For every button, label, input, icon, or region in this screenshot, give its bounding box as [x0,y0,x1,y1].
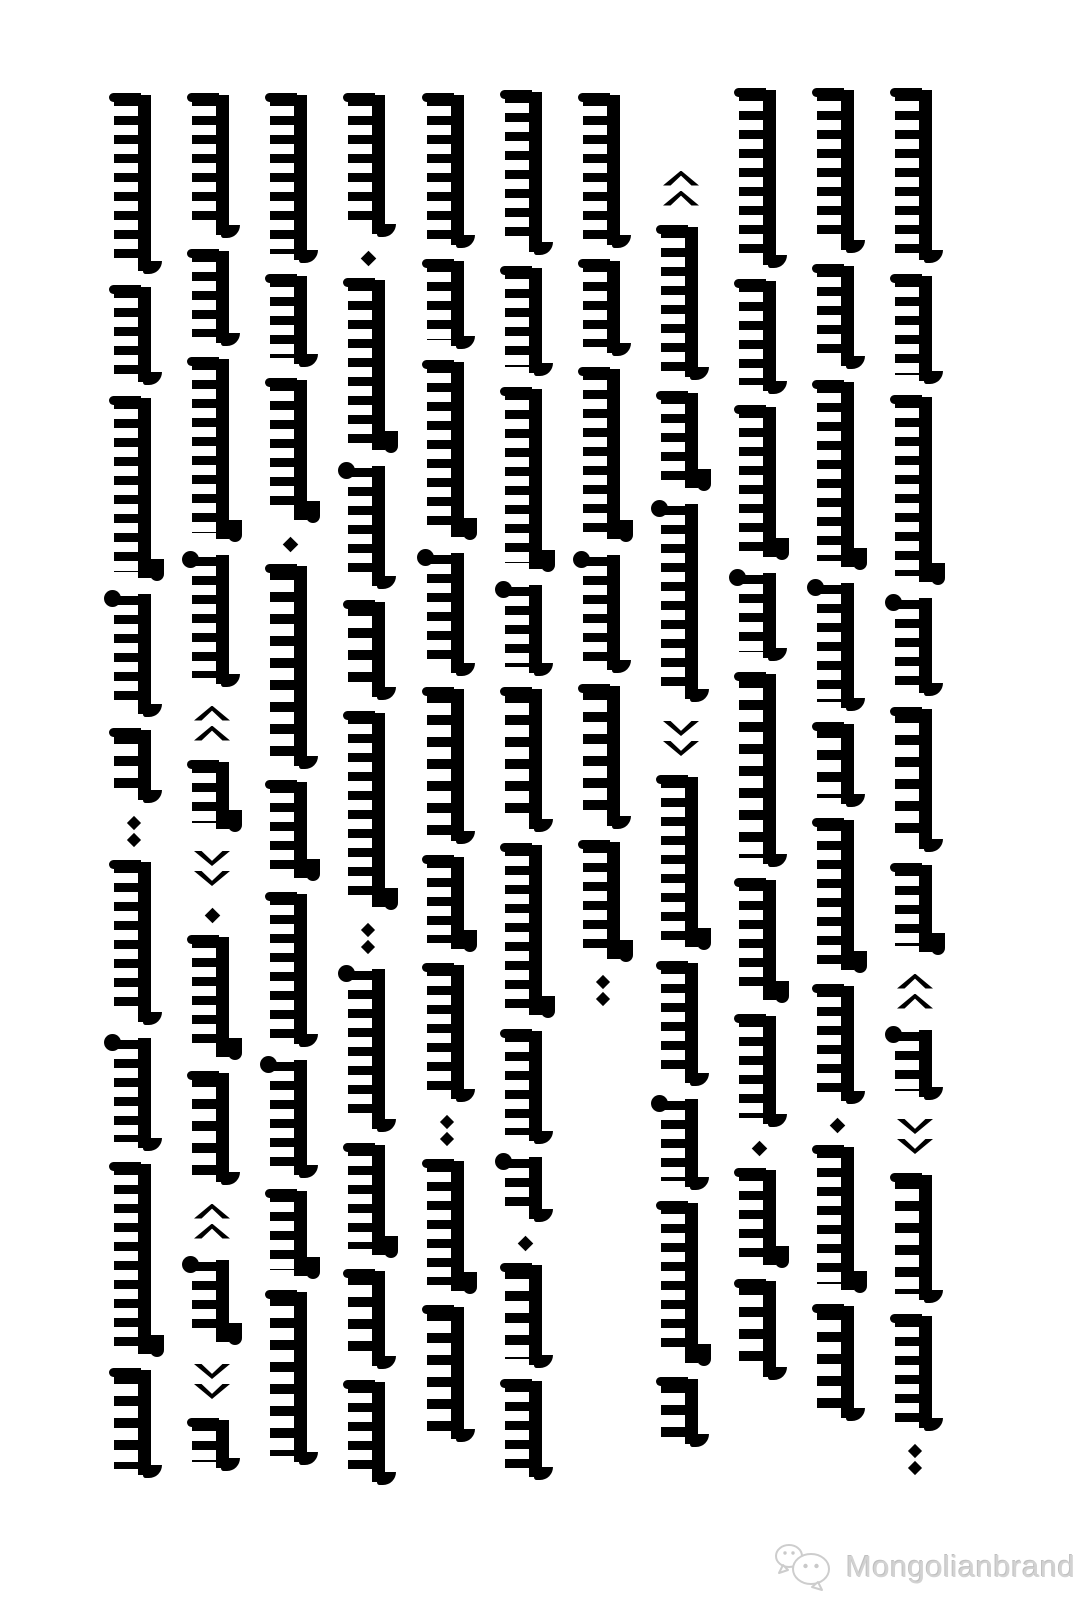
mongolian-word-run [424,553,470,673]
text-column [189,95,235,1484]
mongolian-word-run [345,95,391,234]
mongolian-word-run [502,1381,548,1477]
mongolian-close-quote [194,845,230,891]
mongolian-word-run [502,585,548,673]
mongolian-word-run [814,1147,860,1290]
text-column [658,165,704,1460]
mongolian-word-run [658,393,704,488]
mongolian-comma-dot [517,1236,533,1252]
mongolian-full-stop [598,975,608,1005]
mongolian-word-run [736,880,782,1000]
text-column [580,95,626,1021]
mongolian-word-run [345,1271,391,1366]
watermark-text: Mongolianbrand [846,1549,1076,1584]
mongolian-word-run [424,362,470,537]
mongolian-word-run [814,986,860,1101]
mongolian-word-run [111,398,157,578]
mongolian-word-run [424,95,470,245]
text-column [814,90,860,1434]
mongolian-word-run [111,95,157,271]
mongolian-word-run [111,862,157,1022]
mongolian-close-quote [194,1358,230,1404]
mongolian-word-run [814,1306,860,1418]
mongolian-word-run [814,90,860,250]
mongolian-word-run [814,266,860,366]
mongolian-word-run [267,894,313,1044]
mongolian-word-run [658,1099,704,1187]
text-column [892,90,938,1490]
mongolian-word-run [736,674,782,864]
mongolian-word-run [502,389,548,569]
mongolian-word-run [580,555,626,670]
mongolian-word-run [892,90,938,260]
mongolian-word-run [814,724,860,804]
mongolian-word-run [345,969,391,1129]
mongolian-open-quote [194,1198,230,1244]
mongolian-comma-dot [282,537,298,553]
mongolian-word-run [111,287,157,382]
mongolian-word-run [267,95,313,260]
mongolian-word-run [424,1307,470,1439]
text-column [267,95,313,1478]
mongolian-word-run [111,594,157,714]
mongolian-word-run [580,686,626,826]
mongolian-word-run [814,382,860,567]
mongolian-word-run [502,1157,548,1219]
mongolian-word-run [267,380,313,520]
mongolian-word-run [736,1170,782,1265]
mongolian-word-run [189,1073,235,1182]
mongolian-word-run [658,1379,704,1444]
mongolian-word-run [892,598,938,693]
mongolian-comma-dot [204,908,220,924]
mongolian-word-run [658,963,704,1083]
mongolian-word-run [658,777,704,947]
mongolian-word-run [189,937,235,1057]
mongolian-word-run [111,1164,157,1354]
mongolian-word-run [892,865,938,952]
mongolian-word-run [345,1145,391,1255]
mongolian-open-quote [194,700,230,746]
mongolian-word-run [736,573,782,658]
mongolian-word-run [736,281,782,391]
mongolian-word-run [502,268,548,373]
mongolian-word-run [814,583,860,708]
mongolian-full-stop [363,923,373,953]
mongolian-word-run [580,95,626,245]
mongolian-word-run [580,261,626,353]
mongolian-word-run [189,251,235,343]
mongolian-word-run [424,857,470,949]
mongolian-word-run [267,276,313,364]
mongolian-word-run [580,369,626,539]
text-column [345,95,391,1498]
mongolian-word-run [267,1191,313,1276]
mongolian-close-quote [663,715,699,761]
mongolian-word-run [424,689,470,841]
mongolian-word-run [736,407,782,557]
text-column [736,90,782,1393]
mongolian-word-run [345,280,391,450]
mongolian-open-quote [663,165,699,211]
mongolian-word-run [345,466,391,586]
text-column [111,95,157,1491]
mongolian-word-run [502,689,548,829]
mongolian-word-run [736,1281,782,1377]
mongolian-word-run [658,504,704,699]
mongolian-close-quote [897,1113,933,1159]
mongolian-word-run [189,762,235,829]
mongolian-word-run [345,602,391,697]
mongolian-comma-dot [829,1118,845,1134]
mongolian-word-run [736,90,782,265]
mongolian-full-stop [129,816,139,846]
mongolian-word-run [892,1316,938,1428]
mongolian-word-run [111,1038,157,1148]
mongolian-word-run [424,261,470,346]
mongolian-word-run [345,1382,391,1482]
mongolian-word-run [267,1060,313,1175]
mongolian-comma-dot [751,1141,767,1157]
mongolian-word-run [267,782,313,878]
mongolian-word-run [502,1265,548,1365]
mongolian-word-run [424,965,470,1099]
mongolian-word-run [267,566,313,766]
mongolian-word-run [189,555,235,684]
mongolian-word-run [189,95,235,235]
text-column [424,95,470,1455]
mongolian-word-run [658,227,704,377]
mongolian-word-run [580,842,626,959]
mongolian-word-run [892,709,938,849]
mongolian-word-run [502,845,548,1015]
mongolian-word-run [424,1161,470,1291]
mongolian-word-run [892,276,938,381]
mongolian-word-run [892,397,938,582]
mongolian-word-run [892,1030,938,1097]
watermark [772,1540,1075,1594]
mongolian-full-stop [442,1115,452,1145]
mongolian-word-run [345,713,391,907]
text-column [502,92,548,1493]
mongolian-word-run [189,359,235,539]
mongolian-word-run [267,1292,313,1462]
mongolian-word-run [502,1031,548,1141]
mongolian-word-run [736,1016,782,1124]
mongolian-word-run [892,1175,938,1300]
mongolian-word-run [111,730,157,800]
mongolian-open-quote [897,968,933,1014]
mongolian-full-stop [910,1444,920,1474]
mongolian-word-run [658,1203,704,1363]
wechat-icon [772,1540,836,1594]
mongolian-comma-dot [360,251,376,267]
mongolian-word-run [814,820,860,970]
mongolian-word-run [502,92,548,252]
mongolian-word-run [189,1260,235,1342]
mongolian-word-run [111,1370,157,1475]
mongolian-word-run [189,1420,235,1468]
